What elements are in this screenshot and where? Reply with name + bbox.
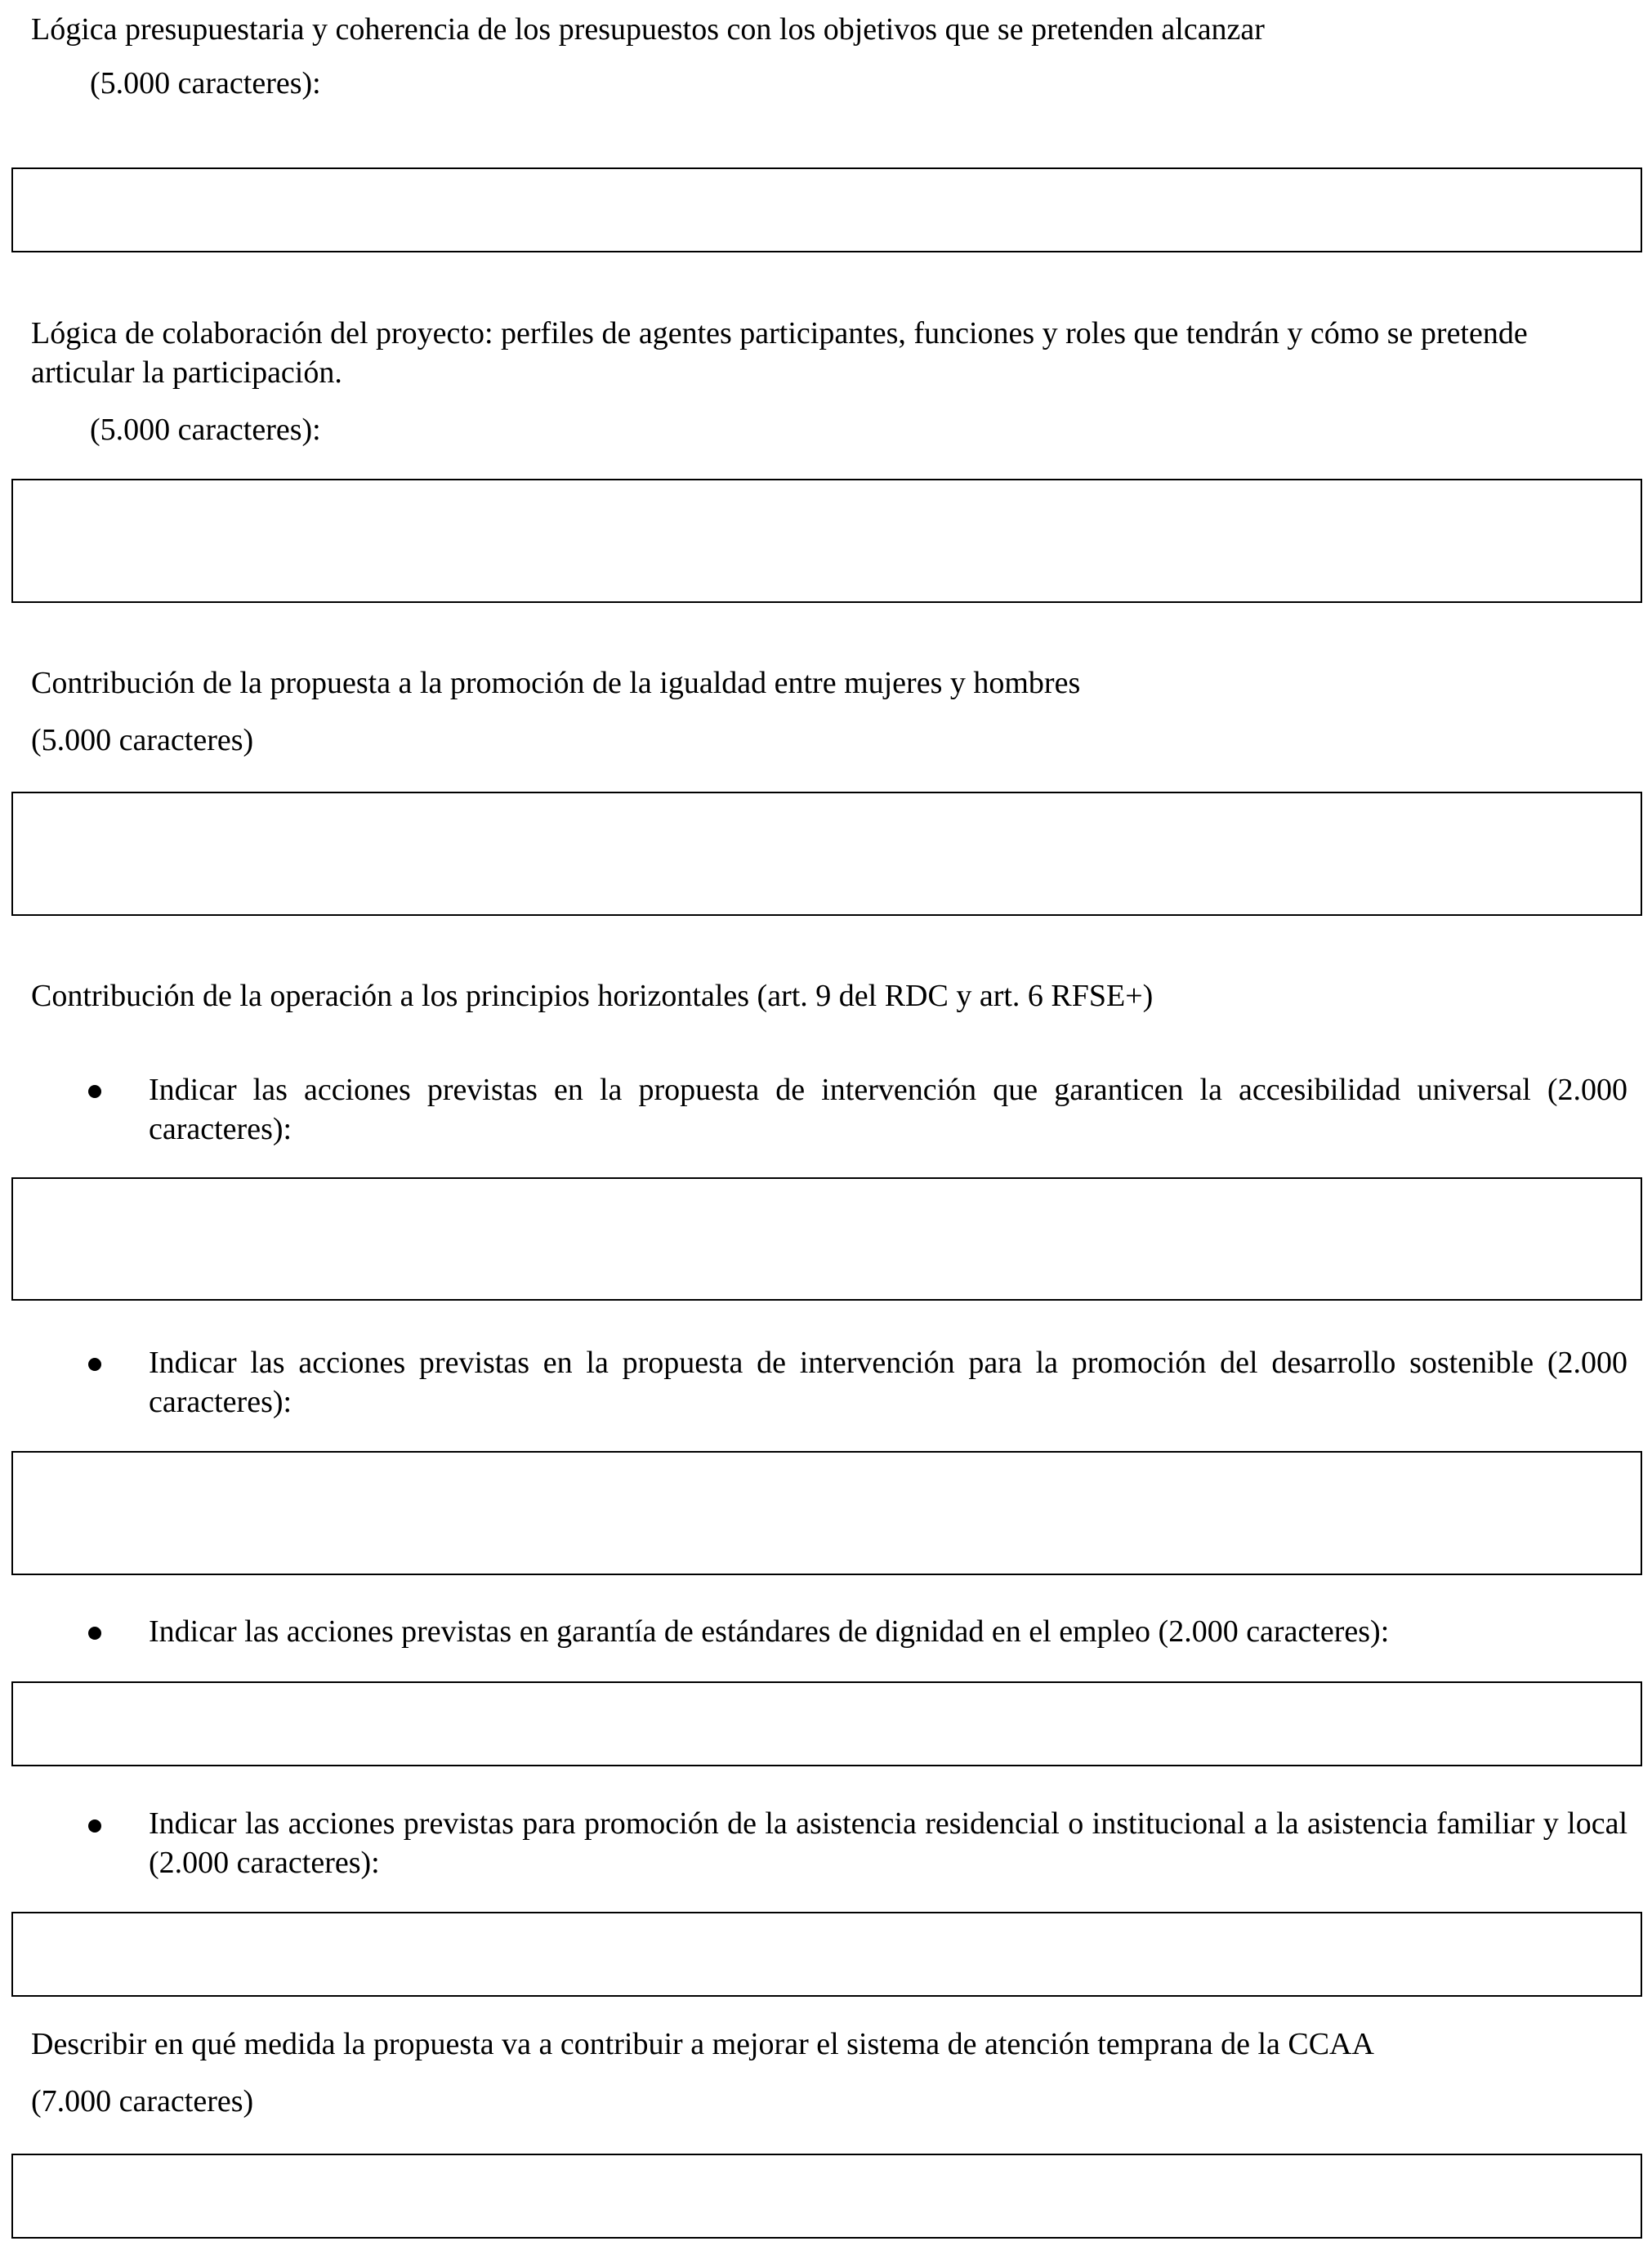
question-budget-logic: Lógica presupuestaria y coherencia de los presupuestos con los objetivos que se pretenden alcanzar	[31, 12, 1265, 47]
question-gender-equality: Contribución de la propuesta a la promoción de la igualdad entre mujeres y hombres	[31, 666, 1081, 700]
answer-box-budget-logic[interactable]	[11, 167, 1642, 252]
bullet-icon	[88, 1358, 101, 1371]
bullet-employment-dignity: Indicar las acciones previstas en garantía de estándares de dignidad en el empleo (2.000 caracteres):	[149, 1614, 1390, 1649]
heading-horizontal-principles: Contribución de la operación a los principios horizontales (art. 9 del RDC y art. 6 RFSE+)	[31, 979, 1154, 1013]
bullet-icon	[88, 1627, 101, 1640]
char-limit-gender-equality: (5.000 caracteres)	[31, 723, 254, 757]
question-collaboration-logic: Lógica de colaboración del proyecto: perfiles de agentes participantes, funciones y roles que tendrán y cómo se pretende articular la participación.	[31, 316, 1528, 390]
answer-box-residential-assistance[interactable]	[11, 1912, 1642, 1997]
answer-box-employment-dignity[interactable]	[11, 1681, 1642, 1766]
char-limit-collaboration-logic: (5.000 caracteres):	[90, 413, 321, 447]
answer-box-sustainable-development[interactable]	[11, 1451, 1642, 1575]
bullet-residential-assistance: Indicar las acciones previstas para promoción de la asistencia residencial o institucional a la asistencia familiar y local (2.000 caracteres):	[149, 1806, 1627, 1880]
question-early-care-system: Describir en qué medida la propuesta va a contribuir a mejorar el sistema de atención temprana de la CCAA	[31, 2027, 1374, 2061]
char-limit-early-care-system: (7.000 caracteres)	[31, 2084, 254, 2118]
bullet-icon	[88, 1085, 101, 1098]
bullet-icon	[88, 1819, 101, 1833]
answer-box-collaboration-logic[interactable]	[11, 479, 1642, 603]
answer-box-accessibility[interactable]	[11, 1177, 1642, 1301]
bullet-sustainable-development: Indicar las acciones previstas en la propuesta de intervención para la promoción del desarrollo sostenible (2.000 caracteres):	[149, 1346, 1627, 1419]
char-limit-budget-logic: (5.000 caracteres):	[90, 66, 321, 100]
answer-box-early-care-system[interactable]	[11, 2154, 1642, 2239]
bullet-accessibility: Indicar las acciones previstas en la propuesta de intervención que garanticen la accesibilidad universal (2.000 caracteres):	[149, 1073, 1627, 1146]
answer-box-gender-equality[interactable]	[11, 792, 1642, 916]
